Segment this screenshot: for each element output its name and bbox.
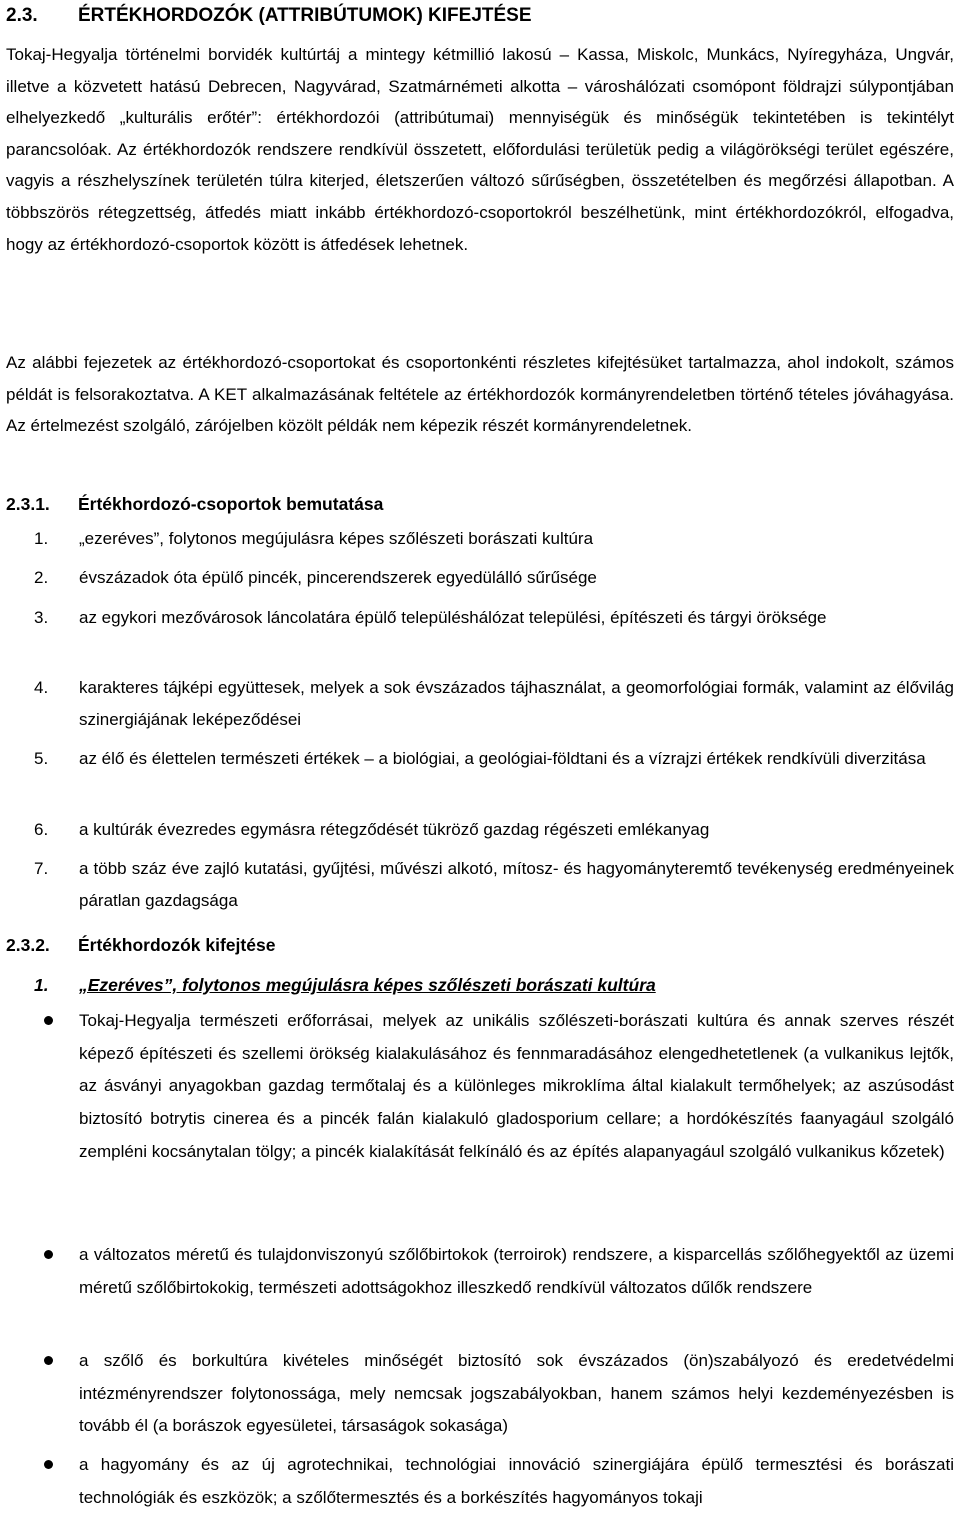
bullet-dot-icon — [44, 1356, 53, 1365]
list-item-text: az élő és élettelen természeti értékek – a biológiai, a geológiai-földtani és a vízrajzi értékek rendkívüli diverzitása — [79, 749, 926, 768]
list-item-text: a több száz éve zajló kutatási, gyűjtési, művészi alkotó, mítosz- és hagyományteremtő tevékenység eredményeinek páratlan gazdagsága — [79, 859, 954, 910]
bullet-item — [34, 1239, 954, 1304]
subsection-title: Értékhordozó-csoportok bemutatása — [78, 494, 384, 514]
subsection-heading-groups — [6, 490, 383, 518]
list-item-number: 3. — [34, 608, 49, 627]
list-item — [34, 523, 954, 555]
bullet-text: a szőlő és borkultúra kivételes minőségét biztosító sok évszázados (ön)szabályozó és eredetvédelmi intézményrendszer folytonossága, mely nemcsak jogszabályokban, hanem számos helyi kezdeményezésben is tovább él (a borászok egyesületei, társaságok sokasága) — [79, 1351, 954, 1436]
list-item — [34, 814, 954, 846]
detail-item-title: „Ezeréves”, folytonos megújulásra képes szőlészeti borászati kultúra — [79, 975, 656, 995]
detail-item-number: 1. — [34, 975, 49, 995]
bullet-dot-icon — [44, 1250, 53, 1259]
list-item-number: 7. — [34, 859, 49, 878]
intro-paragraph-2: Az alábbi fejezetek az értékhordozó-csoportokat és csoportonkénti részletes kifejtésüket tartalmazza, ahol indokolt, számos példát is felsorakoztatva. A KET alkalmazásának feltétele az értékhordozók kormányrendeletben történő tételes jóváhagyása. Az értelmezést szolgáló, zárójelben közölt példák nem képezik részét kormányrendeletnek. — [6, 353, 954, 436]
section-number: 2.3. — [6, 5, 38, 26]
subsection-number: 2.3.1. — [6, 494, 50, 514]
list-item — [34, 743, 954, 775]
subsection-number: 2.3.2. — [6, 935, 50, 955]
bullet-dot-icon — [44, 1460, 53, 1469]
list-item-number: 6. — [34, 820, 49, 839]
list-item — [34, 602, 954, 634]
bullet-item — [34, 1345, 954, 1443]
bullet-item — [34, 1005, 954, 1169]
section-title: ÉRTÉKHORDOZÓK (ATTRIBÚTUMOK) KIFEJTÉSE — [78, 5, 532, 26]
list-item-number: 1. — [34, 529, 49, 548]
list-item — [34, 562, 954, 594]
list-item — [34, 853, 954, 916]
list-item-text: az egykori mezővárosok láncolatára épülő településhálózat települési, építészeti és tárgyi öröksége — [79, 608, 827, 627]
bullet-text: a változatos méretű és tulajdonviszonyú szőlőbirtokok (terroirok) rendszere, a kisparcellás szőlőhegyektől az üzemi méretű szőlőbirtokokig, természeti adottságokhoz illeszkedő rendkívül változatos dűlők rendszere — [79, 1245, 954, 1297]
list-item-number: 5. — [34, 749, 49, 768]
detail-item-heading — [34, 970, 656, 1002]
bullet-item — [34, 1449, 954, 1514]
list-item-text: karakteres tájképi együttesek, melyek a sok évszázados tájhasználat, a geomorfológiai formák, valamint az élővilág szinergiájának leképeződései — [79, 678, 954, 729]
subsection-heading-details — [6, 931, 275, 959]
list-item — [34, 672, 954, 735]
list-item-number: 4. — [34, 678, 49, 697]
list-item-text: „ezeréves”, folytonos megújulásra képes szőlészeti borászati kultúra — [79, 529, 594, 548]
bullet-dot-icon — [44, 1016, 53, 1025]
list-item-text: a kultúrák évezredes egymásra rétegződését tükröző gazdag régészeti emlékanyag — [79, 820, 710, 839]
section-heading — [6, 2, 532, 30]
subsection-title: Értékhordozók kifejtése — [78, 935, 276, 955]
list-item-text: évszázadok óta épülő pincék, pincerendszerek egyedülálló sűrűsége — [79, 568, 597, 587]
list-item-number: 2. — [34, 568, 49, 587]
intro-paragraph-1: Tokaj-Hegyalja történelmi borvidék kultúrtáj a mintegy kétmillió lakosú – Kassa, Miskolc, Munkács, Nyíregyháza, Ungvár, illetve a közvetett hatású Debrecen, Nagyvárad, Szatmárnémeti alkotta – városhálózati csomópont földrajzi súlypontjában elhelyezkedő „kulturális erőtér”: értékhordozói (attribútumai) mennyiségük és minőségük tekintetében is tekintélyt parancsolóak. Az értékhordozók rendszere rendkívül összetett, előfordulási területük pedig a világörökségi terület egészére, vagyis a részhelyszínek területén túlra kiterjed, életszerűen változó sűrűségben, összetételben és megőrzési állapotban. A többszörös rétegzettség, átfedés miatt inkább értékhordozó-csoportokról beszélhetünk, mint értékhordozókról, elfogadva, hogy az értékhordozó-csoportok között is átfedések lehetnek. — [6, 45, 954, 254]
bullet-text: a hagyomány és az új agrotechnikai, technológiai innováció szinergiájára épülő termesztési és borászati technológiák és eszközök; a szőlőtermesztés és a borkészítés hagyományos tokaji — [79, 1455, 954, 1507]
bullet-text: Tokaj-Hegyalja természeti erőforrásai, melyek az unikális szőlészeti-borászati kultúra és annak szerves részét képező építészeti és szellemi örökség kialakulásához és fennmaradásához elengedhetetlenek (a vulkanikus lejtők, az ásványi anyagokban gazdag termőtalaj és a különleges mikroklíma által kialakult termőhelyek; az aszúsodást biztosító botrytis cinerea és a pincék falán kialakuló gladosporium cellare; a hordókészítés faanyagául szolgáló zempléni kocsánytalan tölgy; a pincék kialakítását felkínáló és az építés alapanyagául szolgáló vulkanikus kőzetek) — [79, 1011, 954, 1161]
